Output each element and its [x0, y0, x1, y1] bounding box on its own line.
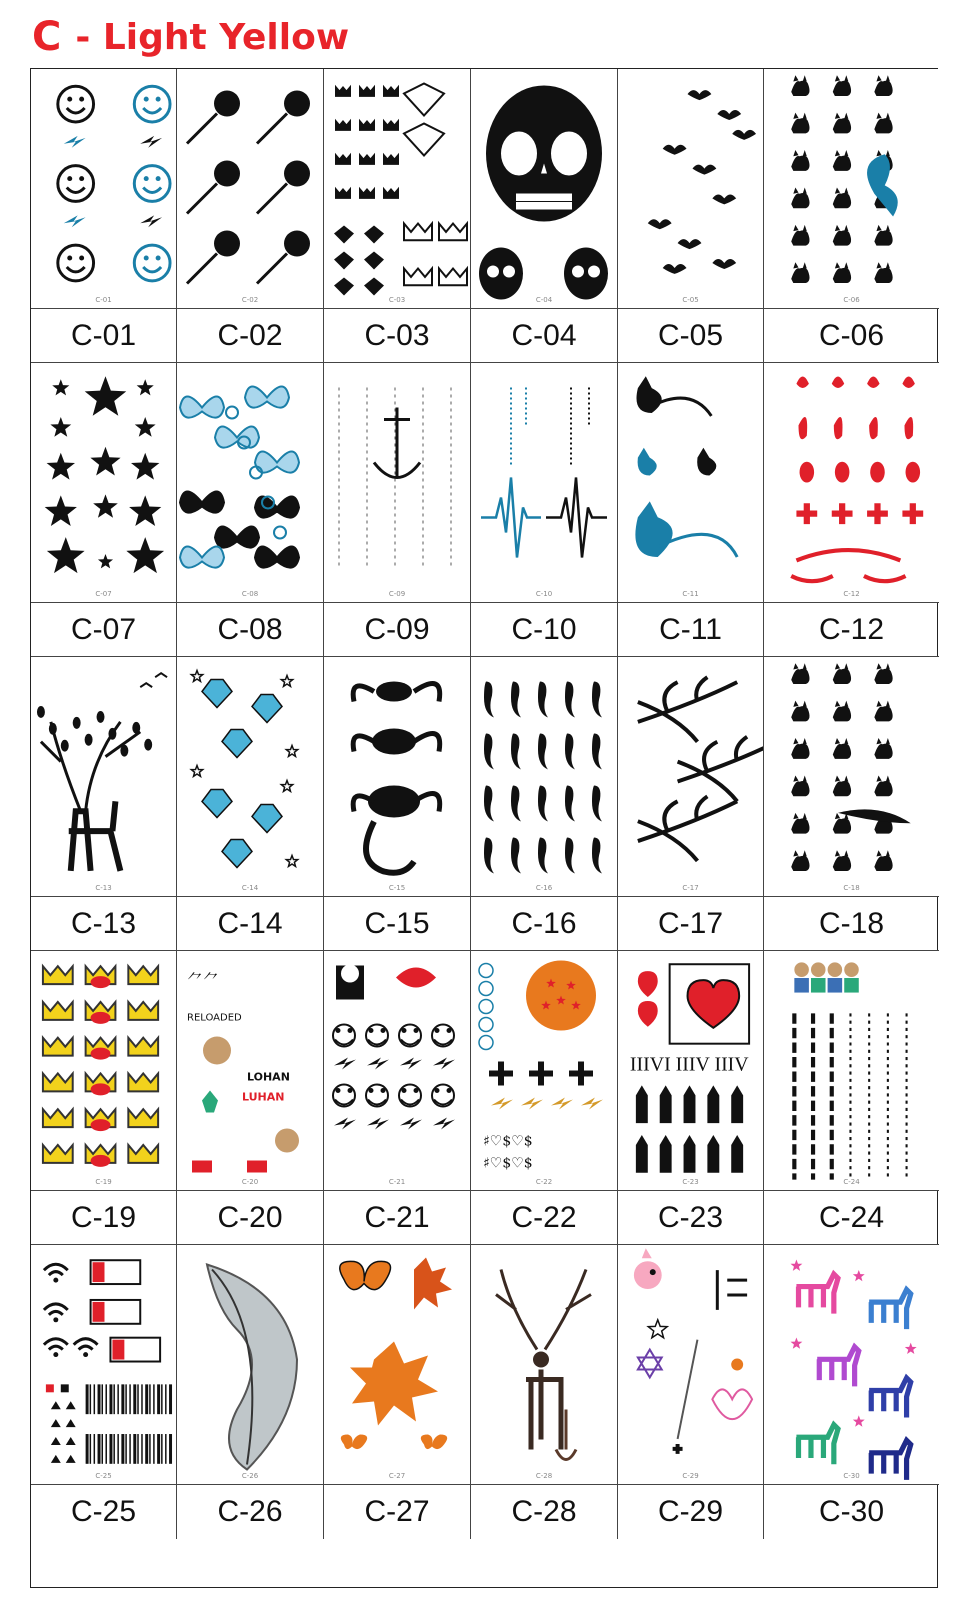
crown-diamond-icon: [324, 69, 470, 309]
sheet-code: C-04: [535, 296, 553, 304]
feather-fox-icon: [177, 1245, 323, 1485]
deer-tree-icon: [31, 657, 176, 897]
sheet-code: C-18: [843, 884, 860, 892]
sheet-code: C-29: [682, 1472, 699, 1480]
tattoo-item-c-19[interactable]: [31, 951, 177, 1245]
tattoo-item-c-16[interactable]: [471, 657, 618, 951]
sheet-code: C-07: [95, 590, 112, 598]
sheet-code: C-19: [95, 1178, 112, 1186]
tattoo-item-c-01[interactable]: [31, 69, 177, 363]
sheet-code: C-27: [388, 1472, 406, 1480]
item-label: C-12: [764, 603, 939, 657]
sheet-code: C-15: [388, 884, 406, 892]
sheet-code: C-16: [535, 884, 553, 892]
item-label: C-04: [471, 309, 617, 363]
yellow-crowns-icon: [31, 951, 176, 1191]
tattoo-item-c-08[interactable]: [177, 363, 324, 657]
cats-script-icon: [764, 657, 939, 897]
tattoo-item-c-02[interactable]: [177, 69, 324, 363]
smiley-lightning-icon: [31, 69, 176, 309]
tattoo-item-c-17[interactable]: [618, 657, 764, 951]
sheet-code: C-25: [95, 1472, 112, 1480]
item-label: C-10: [471, 603, 617, 657]
script-text-icon: [764, 951, 939, 1191]
tattoo-item-c-23[interactable]: [618, 951, 764, 1245]
tattoo-item-c-15[interactable]: [324, 657, 471, 951]
dragon-ball-icon: [471, 951, 617, 1191]
item-label: C-14: [177, 897, 323, 951]
sheet-code: C-08: [241, 590, 259, 598]
butterflies-icon: [177, 363, 323, 603]
item-label: C-27: [364, 1495, 430, 1528]
tattoo-item-c-10[interactable]: [471, 363, 618, 657]
tattoo-item-c-22[interactable]: [471, 951, 618, 1245]
sheet-code: C-17: [682, 884, 699, 892]
colorful-doodles-icon: [618, 1245, 763, 1485]
sheet-code: C-30: [843, 1472, 860, 1480]
sheet-code: C-28: [535, 1472, 553, 1480]
heartbeat-icon: [471, 363, 617, 603]
mustache-icon: [471, 657, 617, 897]
page-title: [32, 12, 349, 62]
sheet-code: C-01: [95, 296, 112, 304]
item-label: C-22: [471, 1191, 617, 1245]
bird-flock-icon: [618, 69, 763, 309]
item-label: C-21: [324, 1191, 470, 1245]
ink-deer-icon: [471, 1245, 617, 1485]
tattoo-item-c-18[interactable]: [764, 657, 939, 951]
item-label: C-18: [764, 897, 939, 951]
tattoo-item-c-27[interactable]: [324, 1245, 471, 1539]
cats-icon: [764, 69, 939, 309]
sheet-code: C-06: [843, 296, 860, 304]
svg-text:LOHAN: LOHAN: [247, 1070, 290, 1084]
item-label: C-23: [618, 1191, 763, 1245]
svg-text:RELOADED: RELOADED: [187, 1012, 242, 1024]
heart-figure-icon: [618, 951, 763, 1191]
svg-text:♯♡$♡$: ♯♡$♡$: [483, 1155, 533, 1172]
sheet-code: C-02: [241, 296, 259, 304]
sheet-code: C-22: [535, 1178, 553, 1186]
item-label: C-20: [177, 1191, 323, 1245]
sheet-code: C-12: [843, 590, 860, 598]
sheet-code: C-05: [682, 296, 699, 304]
tattoo-item-c-12[interactable]: [764, 363, 939, 657]
item-label: C-26: [217, 1495, 283, 1528]
item-label: C-06: [764, 309, 939, 363]
tattoo-item-c-04[interactable]: [471, 69, 618, 363]
tattoo-item-c-24[interactable]: [764, 951, 939, 1245]
item-label: C-19: [31, 1191, 176, 1245]
sheet-code: C-23: [682, 1178, 699, 1186]
rose-icon: [177, 69, 323, 309]
sheet-code: C-26: [241, 1472, 259, 1480]
sheet-code: C-20: [241, 1178, 259, 1186]
tattoo-item-c-11[interactable]: [618, 363, 764, 657]
tattoo-grid: [30, 68, 938, 1588]
tattoo-item-c-03[interactable]: [324, 69, 471, 363]
sheet-code: C-13: [95, 884, 112, 892]
wifi-battery-icon: [31, 1245, 176, 1485]
maple-butterfly-icon: [324, 1245, 470, 1485]
anchor-script-icon: [324, 363, 470, 603]
tattoo-item-c-20[interactable]: [177, 951, 324, 1245]
item-label: C-29: [657, 1495, 724, 1528]
item-label: C-30: [818, 1495, 885, 1528]
item-label: C-08: [177, 603, 323, 657]
item-label: C-02: [177, 309, 323, 363]
tattoo-item-c-25[interactable]: [31, 1245, 177, 1539]
red-ornament-icon: [764, 363, 939, 603]
tattoo-item-c-13[interactable]: [31, 657, 177, 951]
tattoo-item-c-28[interactable]: [471, 1245, 618, 1539]
galaxy-deer-icon: [764, 1245, 939, 1485]
variant-code: C: [32, 14, 62, 60]
item-label: C-16: [471, 897, 617, 951]
item-label: C-11: [618, 603, 763, 657]
item-label: C-15: [324, 897, 470, 951]
tattoo-item-c-21[interactable]: [324, 951, 471, 1245]
item-label: C-17: [618, 897, 763, 951]
item-label: C-05: [618, 309, 763, 363]
fox-cat-icon: [618, 363, 763, 603]
sheet-code: C-24: [843, 1178, 860, 1186]
sheet-code: C-14: [241, 884, 259, 892]
item-label: C-07: [31, 603, 176, 657]
lips-smileys-icon: [324, 951, 470, 1191]
item-label: C-24: [764, 1191, 939, 1245]
item-label: C-28: [511, 1495, 577, 1528]
item-label: C-09: [324, 603, 470, 657]
tattoo-item-c-09[interactable]: [324, 363, 471, 657]
item-label: C-13: [31, 897, 176, 951]
tattoo-item-c-06[interactable]: [764, 69, 939, 363]
antlers-icon: [618, 657, 763, 897]
sugar-skull-icon: [471, 69, 617, 309]
blue-diamonds-icon: [177, 657, 323, 897]
item-label: C-25: [70, 1495, 137, 1528]
tattoo-item-c-30[interactable]: [764, 1245, 939, 1539]
svg-text:LUHAN: LUHAN: [242, 1090, 285, 1104]
svg-text:IIIVI IIIV IIIV: IIIVI IIIV IIIV: [629, 1053, 749, 1076]
tattoo-item-c-26[interactable]: [177, 1245, 324, 1539]
item-label: C-03: [324, 309, 470, 363]
variant-name: - Light Yellow: [75, 16, 350, 58]
tattoo-item-c-05[interactable]: [618, 69, 764, 363]
svg-text:⺈⺈: ⺈⺈: [187, 970, 220, 990]
tattoo-item-c-07[interactable]: [31, 363, 177, 657]
scorpion-icon: [324, 657, 470, 897]
stars-icon: [31, 363, 176, 603]
sheet-code: C-09: [388, 590, 406, 598]
luhan-stickers-icon: [177, 951, 323, 1191]
sheet-code: C-10: [535, 590, 553, 598]
tattoo-item-c-14[interactable]: [177, 657, 324, 951]
sheet-code: C-11: [682, 590, 699, 598]
tattoo-item-c-29[interactable]: [618, 1245, 764, 1539]
sheet-code: C-03: [388, 296, 406, 304]
item-label: C-01: [31, 309, 176, 363]
svg-text:♯♡$♡$: ♯♡$♡$: [483, 1133, 533, 1150]
sheet-code: C-21: [388, 1178, 406, 1186]
